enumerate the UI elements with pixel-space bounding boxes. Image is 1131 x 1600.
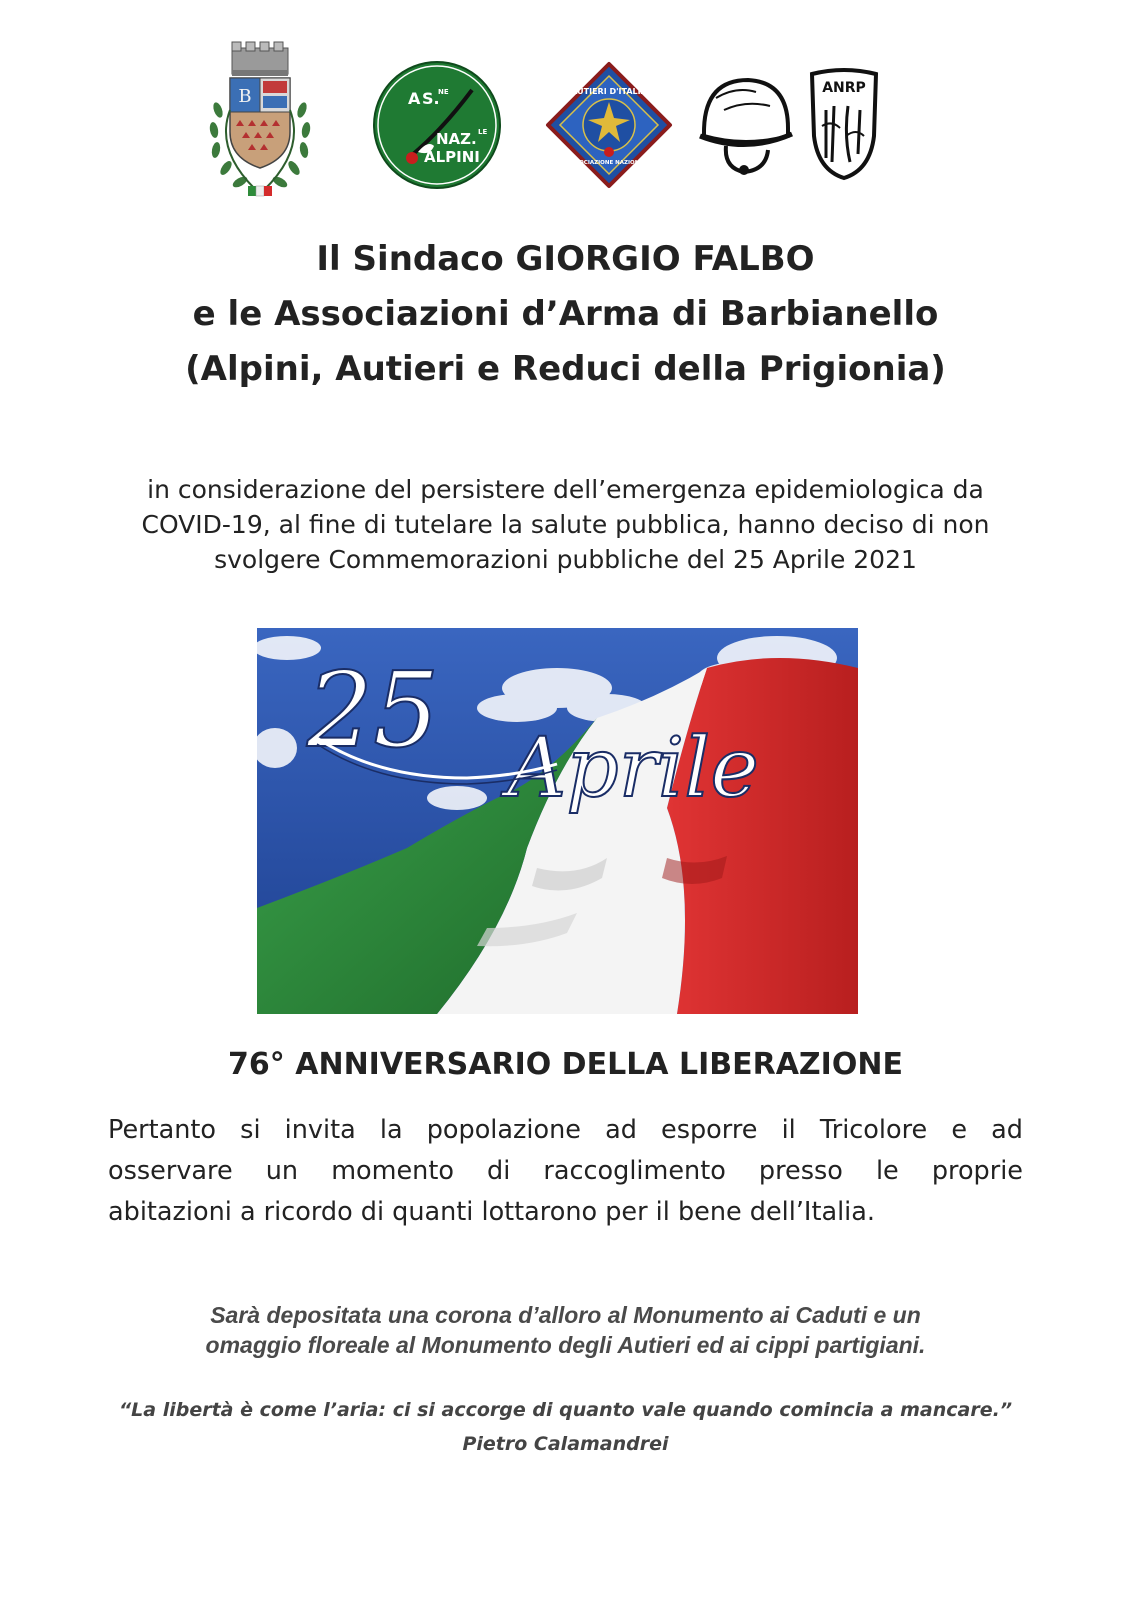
twenty-five-aprile-banner [257, 628, 858, 1014]
invite-line-1: Pertanto si invita la popolazione ad esporre il Tricolore e ad [108, 1115, 1023, 1145]
intro-line-2: COVID-19, al fine di tutelare la salute pubblica, hanno deciso di non [141, 510, 990, 539]
svg-text:ASSOCIAZIONE NAZIONALE: ASSOCIAZIONE NAZIONALE [567, 160, 651, 166]
quote-block [60, 1393, 1071, 1461]
banner-number: 25 [307, 649, 440, 771]
svg-text:LE: LE [478, 128, 488, 136]
intro-paragraph [100, 472, 1031, 577]
svg-text:ALPINI: ALPINI [424, 148, 480, 166]
wreath-line-2: omaggio floreale al Monumento degli Autieri ed ai cippi partigiani. [205, 1332, 926, 1358]
svg-text:NE: NE [438, 88, 449, 96]
banner-image [257, 628, 858, 1014]
wreath-notice [60, 1300, 1071, 1360]
anniversary-title: 76° ANNIVERSARIO DELLA LIBERAZIONE [228, 1047, 903, 1082]
svg-text:S.: S. [422, 89, 440, 108]
banner-word: Aprile [507, 721, 759, 816]
invitation-paragraph [108, 1110, 1023, 1233]
heading-line-3: (Alpini, Autieri e Reduci della Prigionia) [185, 349, 946, 389]
heading-line-1: Il Sindaco GIORGIO FALBO [316, 239, 815, 279]
quote-author: Pietro Calamandrei [462, 1433, 669, 1455]
invite-line-3: abitazioni a ricordo di quanti lottarono per il bene dell’Italia. [108, 1197, 875, 1227]
coat-of-arms-icon [200, 40, 320, 205]
alpini-logo-icon [372, 60, 502, 190]
wreath-line-1: Sarà depositata una corona d’alloro al Monumento ai Caduti e un [210, 1302, 921, 1328]
invite-line-2: osservare un momento di raccoglimento presso le proprie [108, 1156, 1023, 1186]
svg-text:A: A [408, 89, 421, 108]
main-heading [60, 232, 1071, 397]
autieri-logo-icon [544, 60, 674, 190]
intro-line-1: in considerazione del persistere dell’emergenza epidemiologica da [147, 475, 984, 504]
svg-text:ANRP: ANRP [822, 80, 866, 96]
svg-text:AUTIERI D'ITALIA: AUTIERI D'ITALIA [571, 87, 647, 96]
helmet-icon [696, 70, 796, 180]
quote-text: “La libertà è come l’aria: ci si accorge di quanto vale quando comincia a mancare.” [118, 1399, 1013, 1421]
svg-text:NAZ.: NAZ. [436, 130, 477, 148]
logo-row [0, 40, 1131, 210]
anrp-logo-icon [804, 66, 884, 182]
svg-text:B: B [238, 86, 252, 107]
intro-line-3: svolgere Commemorazioni pubbliche del 25 Aprile 2021 [214, 545, 917, 574]
heading-line-2: e le Associazioni d’Arma di Barbianello [192, 294, 939, 334]
